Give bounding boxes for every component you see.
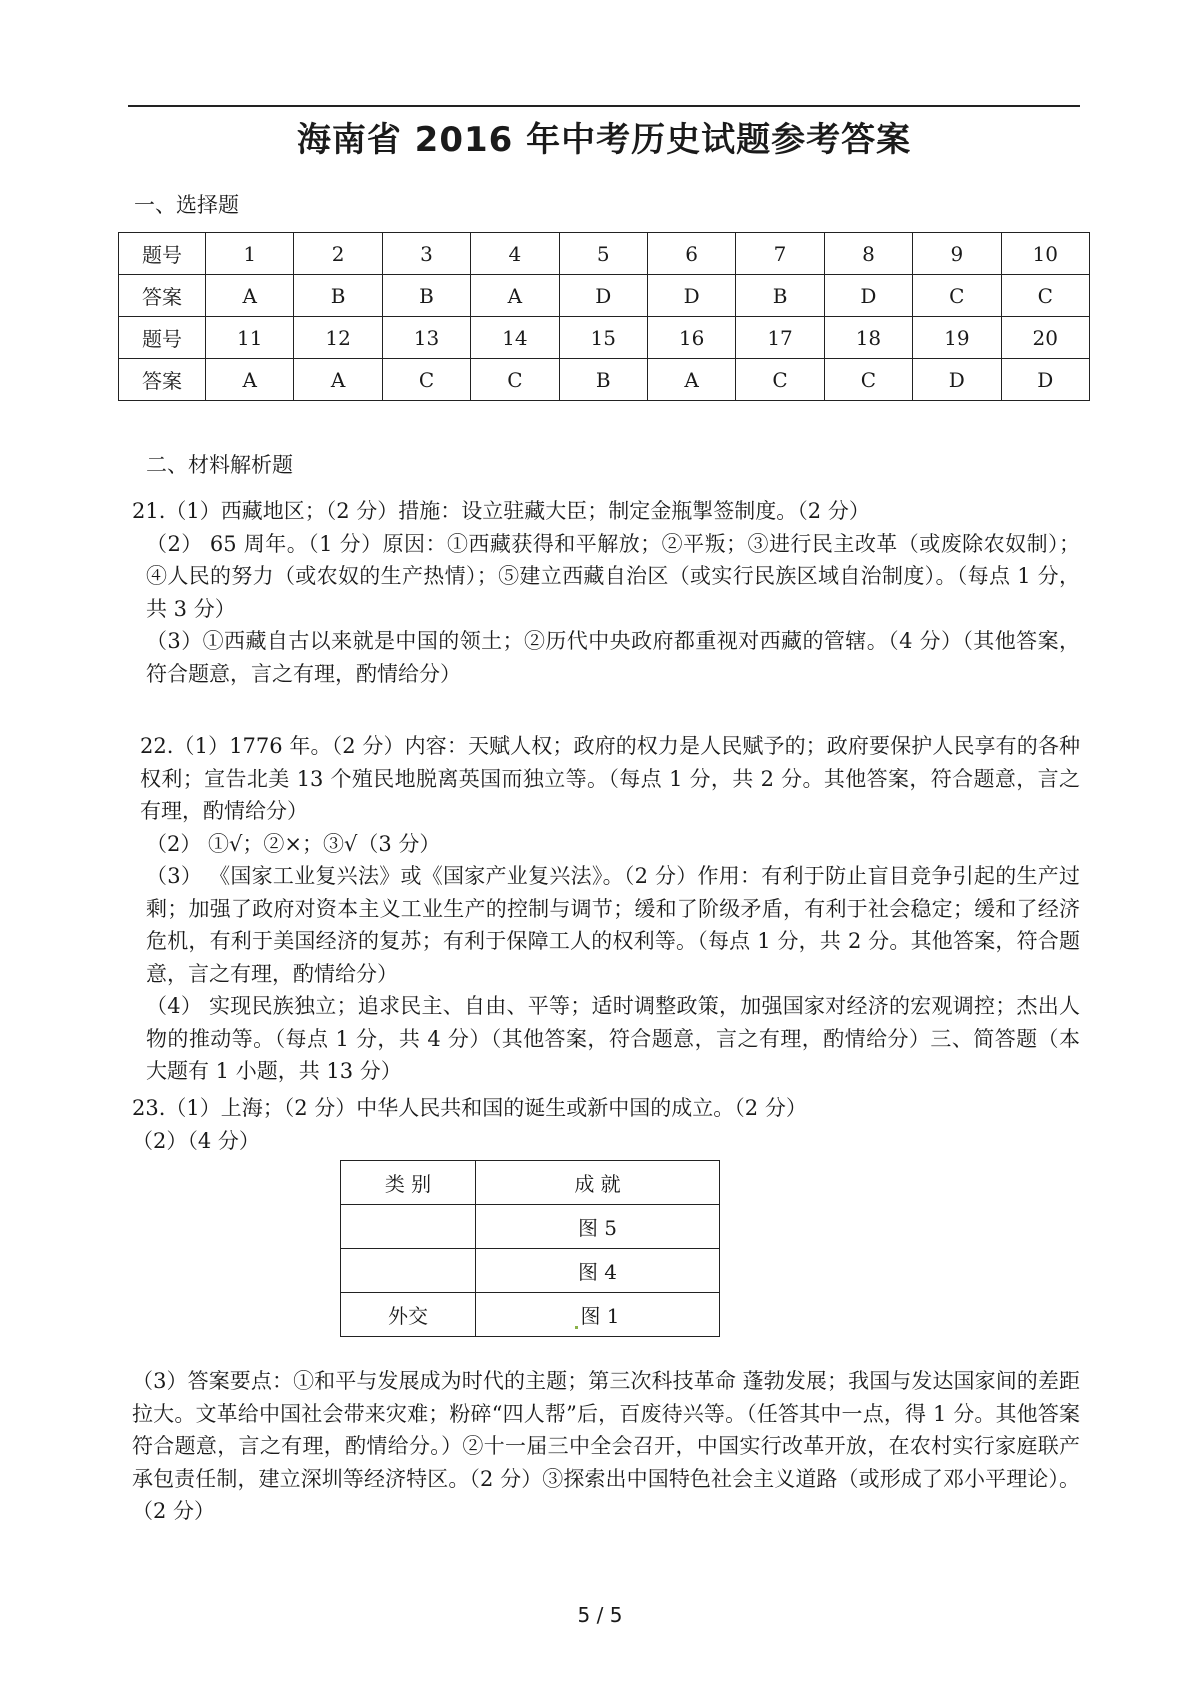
question-number-cell: 8 xyxy=(824,233,912,275)
row-label-cell: 题号 xyxy=(119,233,206,275)
answer-cell: A xyxy=(471,275,559,317)
question-number-cell: 20 xyxy=(1001,317,1089,359)
page-number: 5 / 5 xyxy=(577,1603,623,1627)
question-number-cell: 7 xyxy=(736,233,824,275)
answer-cell: D xyxy=(1001,359,1089,401)
q23-part2: （2）（4 分） xyxy=(132,1128,260,1153)
section-heading-material: 二、材料解析题 xyxy=(146,453,293,477)
question-number-cell: 16 xyxy=(647,317,735,359)
question-number-row xyxy=(119,317,1090,359)
answer-cell: C xyxy=(736,359,824,401)
question-number-cell: 14 xyxy=(471,317,559,359)
answer-cell: A xyxy=(294,359,382,401)
question-23-part3 xyxy=(132,1365,1080,1528)
achievement-cell: 图 5 xyxy=(476,1205,720,1249)
answer-cell: A xyxy=(206,275,294,317)
stray-mark xyxy=(575,1326,578,1329)
question-number-cell: 9 xyxy=(913,233,1001,275)
achievement-row xyxy=(341,1249,720,1293)
question-number-cell: 15 xyxy=(559,317,647,359)
answer-cell: B xyxy=(736,275,824,317)
question-number-cell: 6 xyxy=(647,233,735,275)
question-number-cell: 10 xyxy=(1001,233,1089,275)
q21-part2: （2） 65 周年。（1 分）原因：①西藏获得和平解放；②平叛；③进行民主改革（或废除农奴制）；④人民的努力（或农奴的生产热情）；⑤建立西藏自治区（或实行民族区域自治制度）。（每点 1 分，共 3 分） xyxy=(146,531,1080,621)
question-number-cell: 17 xyxy=(736,317,824,359)
row-label-cell: 题号 xyxy=(119,317,206,359)
question-number-cell: 4 xyxy=(471,233,559,275)
answer-cell: D xyxy=(647,275,735,317)
q22-part4: （4） 实现民族独立；追求民主、自由、平等；适时调整政策，加强国家对经济的宏观调控；杰出人物的推动等。（每点 1 分，共 4 分）（其他答案，符合题意，言之有理，酌情给分）三、简答题（本大题有 1 小题，共 13 分） xyxy=(146,994,1080,1083)
question-21 xyxy=(132,495,1080,690)
question-number-cell: 1 xyxy=(206,233,294,275)
answer-row xyxy=(119,359,1090,401)
question-number-cell: 3 xyxy=(382,233,470,275)
page-title: 海南省 2016 年中考历史试题参考答案 xyxy=(296,120,912,160)
answer-cell: B xyxy=(294,275,382,317)
header-achievement: 成 就 xyxy=(476,1161,720,1205)
question-number-cell: 19 xyxy=(913,317,1001,359)
header-category: 类 别 xyxy=(341,1161,476,1205)
q22-part2: （2） ①√；②×；③√（3 分） xyxy=(146,831,441,856)
question-number-cell: 13 xyxy=(382,317,470,359)
question-number-cell: 2 xyxy=(294,233,382,275)
answer-cell: C xyxy=(382,359,470,401)
achievement-row xyxy=(341,1293,720,1337)
row-label-cell: 答案 xyxy=(119,359,206,401)
answer-cell: C xyxy=(913,275,1001,317)
answer-cell: D xyxy=(559,275,647,317)
row-label-cell: 答案 xyxy=(119,275,206,317)
achievement-row xyxy=(341,1205,720,1249)
answer-cell: C xyxy=(1001,275,1089,317)
question-number-cell: 5 xyxy=(559,233,647,275)
answer-cell: A xyxy=(206,359,294,401)
answer-row xyxy=(119,275,1090,317)
answer-cell: C xyxy=(824,359,912,401)
category-cell xyxy=(341,1205,476,1249)
answer-cell: B xyxy=(559,359,647,401)
achievement-cell: 图 4 xyxy=(476,1249,720,1293)
question-22 xyxy=(132,730,1080,1088)
achievement-cell-text: 图 1 xyxy=(580,1304,620,1328)
achievement-table xyxy=(340,1160,720,1337)
achievement-cell xyxy=(476,1293,720,1337)
q23-part1: 23.（1）上海；（2 分）中华人民共和国的诞生或新中国的成立。（2 分） xyxy=(132,1096,807,1120)
q21-part3: （3）①西藏自古以来就是中国的领土；②历代中央政府都重视对西藏的管辖。（4 分）（其他答案，符合题意，言之有理，酌情给分） xyxy=(146,629,1080,686)
answer-cell: B xyxy=(382,275,470,317)
achievement-header-row xyxy=(341,1161,720,1205)
question-number-cell: 18 xyxy=(824,317,912,359)
section-heading-choice: 一、选择题 xyxy=(134,193,239,217)
question-number-row xyxy=(119,233,1090,275)
q22-part3: （3） 《国家工业复兴法》或《国家产业复兴法》。（2 分）作用：有利于防止盲目竞争引起的生产过剩；加强了政府对资本主义工业生产的控制与调节；缓和了阶级矛盾，有利于社会稳定；缓和了经济危机，有利于美国经济的复苏；有利于保障工人的权利等。（每点 1 分，共 2 分。其他答案，符合题意，言之有理，酌情给分） xyxy=(146,864,1080,986)
question-number-cell: 12 xyxy=(294,317,382,359)
choice-answer-table xyxy=(118,232,1090,401)
question-23-intro xyxy=(132,1092,1080,1157)
answer-cell: A xyxy=(647,359,735,401)
answer-cell: D xyxy=(913,359,1001,401)
category-cell: 外交 xyxy=(341,1293,476,1337)
q23-part3: （3）答案要点：①和平与发展成为时代的主题；第三次科技革命 蓬勃发展；我国与发达国家间的差距拉大。文革给中国社会带来灾难；粉碎“四人帮”后，百废待兴等。（任答其中一点，得 1 分。其他答案符合题意，言之有理，酌情给分。）②十一届三中全会召开，中国实行改革开放，在农村实行家庭联产承包责任制，建立深圳等经济特区。（2 分）③探索出中国特色社会主义道路（或形成了邓小平理论）。（2 分） xyxy=(132,1369,1080,1523)
answer-cell: C xyxy=(471,359,559,401)
question-number-cell: 11 xyxy=(206,317,294,359)
header-rule xyxy=(128,105,1080,107)
q22-part1: 22.（1）1776 年。（2 分）内容：天赋人权；政府的权力是人民赋予的；政府要保护人民享有的各种权利；宣告北美 13 个殖民地脱离英国而独立等。（每点 1 分，共 2 分。其他答案，符合题意，言之有理，酌情给分） xyxy=(140,734,1080,823)
category-cell xyxy=(341,1249,476,1293)
q21-part1: 21.（1）西藏地区；（2 分）措施：设立驻藏大臣；制定金瓶掣签制度。（2 分） xyxy=(132,499,870,523)
answer-cell: D xyxy=(824,275,912,317)
